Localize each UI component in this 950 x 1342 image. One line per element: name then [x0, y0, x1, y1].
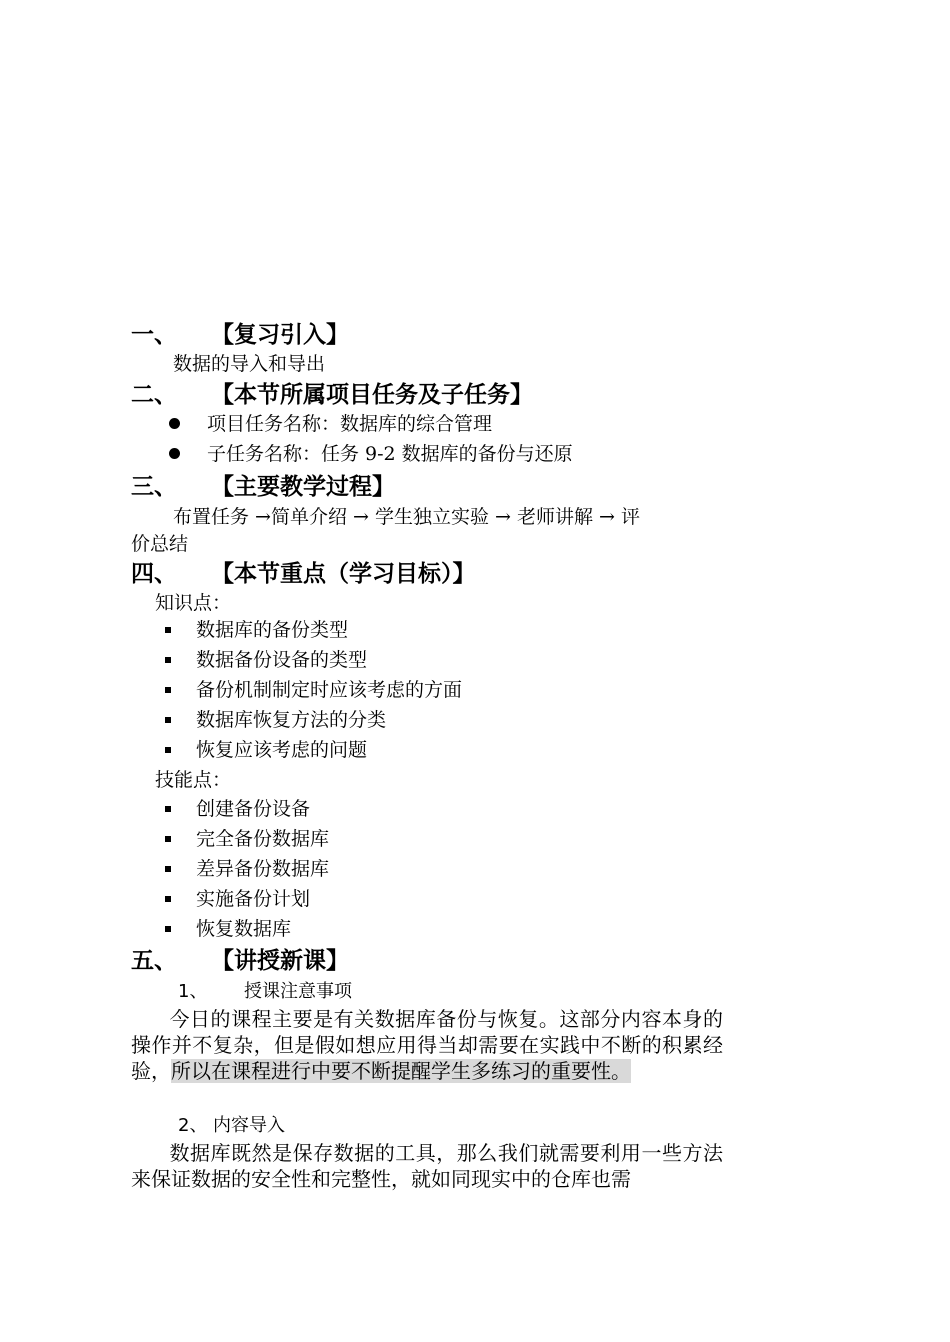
- knowledge-item: 数据库的备份类型: [196, 619, 349, 641]
- review-text: 数据的导入和导出: [173, 353, 326, 375]
- section-title: 【复习引入】: [211, 322, 349, 348]
- section-heading-4: [131, 559, 651, 589]
- square-bullet-icon: [165, 866, 171, 872]
- square-bullet-icon: [165, 747, 171, 753]
- subsection-title: 内容导入: [213, 1115, 285, 1136]
- square-bullet-icon: [165, 836, 171, 842]
- skill-label: 技能点：: [155, 769, 232, 791]
- section-title: 【讲授新课】: [211, 948, 349, 974]
- knowledge-item: 数据备份设备的类型: [196, 649, 368, 671]
- bullet-icon: [169, 448, 180, 459]
- skill-item: 差异备份数据库: [196, 858, 330, 880]
- square-bullet-icon: [165, 687, 171, 693]
- section-title: 【本节重点（学习目标）】: [211, 561, 476, 587]
- section-number: 五、: [131, 948, 177, 974]
- knowledge-item: 恢复应该考虑的问题: [196, 739, 368, 761]
- square-bullet-icon: [165, 896, 171, 902]
- square-bullet-icon: [165, 627, 171, 633]
- section-heading-2: [131, 380, 651, 410]
- section-number: 三、: [131, 474, 177, 500]
- section-number: 四、: [131, 561, 177, 587]
- paragraph-text: 今日的课程主要是有关数据库备份与恢复。这部分内容本身的操作并不复杂，但是假如想应用得当却需要在实践中不断的积累经验，: [131, 1007, 723, 1083]
- square-bullet-icon: [165, 717, 171, 723]
- square-bullet-icon: [165, 926, 171, 932]
- section-title: 【本节所属项目任务及子任务】: [211, 382, 533, 408]
- skill-item: 恢复数据库: [196, 918, 292, 940]
- subsection-number: 2、: [178, 1115, 208, 1136]
- subsection-title: 授课注意事项: [244, 981, 352, 1002]
- skill-item: 实施备份计划: [196, 888, 311, 910]
- section-heading-3: [131, 472, 631, 502]
- bullet-icon: [169, 418, 180, 429]
- paragraph-text: 数据库既然是保存数据的工具，那么我们就需要利用一些方法来保证数据的安全性和完整性，就如同现实中的仓库也需: [131, 1141, 723, 1191]
- knowledge-item: 备份机制制定时应该考虑的方面: [196, 679, 463, 701]
- subsection-number: 1、: [178, 981, 208, 1002]
- highlighted-text: 所以在课程进行中要不断提醒学生多练习的重要性。: [171, 1059, 631, 1083]
- process-line-2: 价总结: [131, 533, 189, 555]
- lecture-paragraph-2: [131, 1140, 723, 1192]
- square-bullet-icon: [165, 806, 171, 812]
- section-heading-5: [131, 946, 631, 976]
- section-number: 二、: [131, 382, 177, 408]
- process-line-1: 布置任务 →简单介绍 → 学生独立实验 → 老师讲解 → 评: [173, 506, 640, 528]
- knowledge-item: 数据库恢复方法的分类: [196, 709, 387, 731]
- task-item: 项目任务名称：数据库的综合管理: [207, 413, 493, 435]
- lecture-paragraph-1: [131, 1006, 723, 1084]
- skill-item: 创建备份设备: [196, 798, 311, 820]
- section-heading-1: [131, 320, 631, 350]
- section-title: 【主要教学过程】: [211, 474, 395, 500]
- task-item: 子任务名称：任务 9-2 数据库的备份与还原: [207, 443, 573, 465]
- knowledge-label: 知识点：: [155, 592, 232, 614]
- skill-item: 完全备份数据库: [196, 828, 330, 850]
- square-bullet-icon: [165, 657, 171, 663]
- section-number: 一、: [131, 322, 177, 348]
